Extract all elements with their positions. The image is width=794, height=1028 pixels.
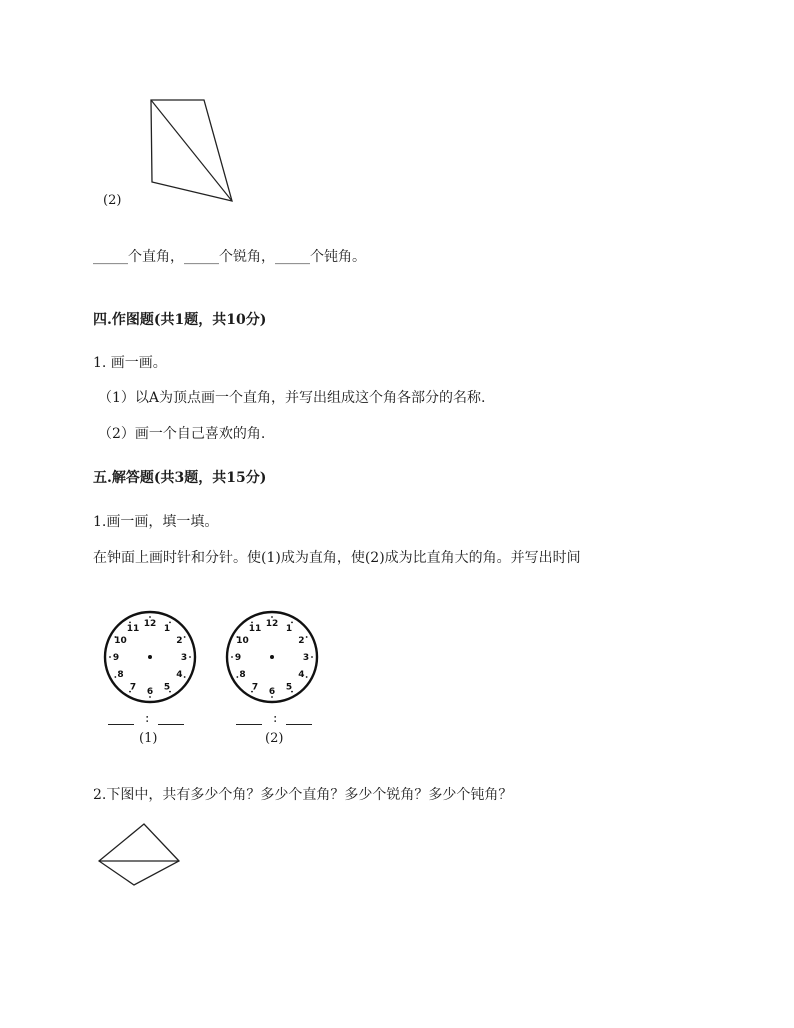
section5-q1-title: 1.画一画，填一填。: [93, 514, 219, 530]
obtuse-angle-text: 个钝角。: [310, 249, 366, 265]
clock-tick: [149, 616, 151, 618]
clock-number: 2: [298, 636, 305, 647]
clock-number: 10: [114, 636, 127, 647]
clock-tick: [109, 656, 111, 658]
quadrilateral-figure: [140, 90, 260, 210]
clock-tick: [311, 656, 313, 658]
clock-number: 12: [143, 619, 157, 630]
clock2-minute-blank[interactable]: [286, 724, 312, 725]
section4-heading: 四.作图题(共1题，共10分): [93, 312, 267, 328]
clock-number: 7: [251, 682, 259, 693]
clock-number: 6: [146, 687, 154, 698]
section5-q1-description: 在钟面上画时针和分针。使(1)成为直角，使(2)成为比直角大的角。并写出时间: [93, 550, 581, 566]
clock-number: 5: [285, 682, 293, 693]
clock1-time-answer[interactable]: [108, 712, 198, 728]
section4-q1-item1: （1）以A为顶点画一个直角，并写出组成这个角各部分的名称.: [98, 390, 486, 406]
right-angle-text: 个直角，: [128, 249, 184, 265]
section5-q2-text: 2.下图中，共有多少个角？多少个直角？多少个锐角？多少个钝角？: [93, 787, 513, 803]
clock-number: 3: [180, 653, 188, 664]
clock-tick: [306, 676, 308, 678]
clock-number: 7: [129, 682, 137, 693]
clock-tick: [231, 656, 233, 658]
clock-center-dot: [270, 655, 274, 659]
section4-q1-title: 1. 画一画。: [93, 355, 167, 371]
clock-number: 1: [285, 623, 293, 634]
clock-number: 5: [163, 682, 171, 693]
clock-number: 9: [234, 653, 242, 664]
acute-angle-text: 个锐角，: [219, 249, 275, 265]
clock-number: 2: [176, 636, 183, 647]
section4-q1-item2: （2）画一个自己喜欢的角.: [98, 426, 266, 442]
figure-label: (2): [103, 193, 122, 208]
quadrilateral-diagonal: [151, 100, 232, 201]
clock1-label: (1): [139, 731, 158, 746]
angle-count-answer-line: [93, 248, 366, 266]
clock-tick: [306, 636, 308, 638]
clock-face-1[interactable]: [100, 608, 200, 708]
clock-number: 8: [239, 670, 246, 681]
blank-obtuse-angle[interactable]: _____: [275, 249, 310, 265]
clock2-hour-blank[interactable]: [236, 724, 262, 725]
blank-right-angle[interactable]: _____: [93, 249, 128, 265]
clock2-time-answer[interactable]: [236, 712, 326, 728]
kite-figure: [95, 820, 195, 900]
clock-number: 3: [302, 653, 310, 664]
clock-number: 10: [236, 636, 249, 647]
clock2-colon: :: [273, 711, 278, 726]
clock-number: 9: [112, 653, 120, 664]
clock-number: 4: [176, 670, 183, 681]
clock-number: 8: [117, 670, 124, 681]
clock-number: 6: [268, 687, 276, 698]
blank-acute-angle[interactable]: _____: [184, 249, 219, 265]
clock1-hour-blank[interactable]: [108, 724, 134, 725]
clock-tick: [271, 616, 273, 618]
clock1-minute-blank[interactable]: [158, 724, 184, 725]
clock-number: 4: [298, 670, 305, 681]
clock-center-dot: [148, 655, 152, 659]
clock-tick: [236, 676, 238, 678]
clock-number: 11: [248, 623, 262, 634]
clock-number: 1: [163, 623, 171, 634]
clock2-label: (2): [265, 731, 284, 746]
section5-heading: 五.解答题(共3题，共15分): [93, 470, 267, 486]
clock-number: 12: [265, 619, 279, 630]
clock-number: 11: [126, 623, 140, 634]
clock-tick: [184, 676, 186, 678]
clock-tick: [184, 636, 186, 638]
clock1-colon: :: [145, 711, 150, 726]
clock-face-2[interactable]: [222, 608, 322, 708]
clock-tick: [114, 676, 116, 678]
clock-tick: [189, 656, 191, 658]
kite-outline: [99, 824, 179, 885]
